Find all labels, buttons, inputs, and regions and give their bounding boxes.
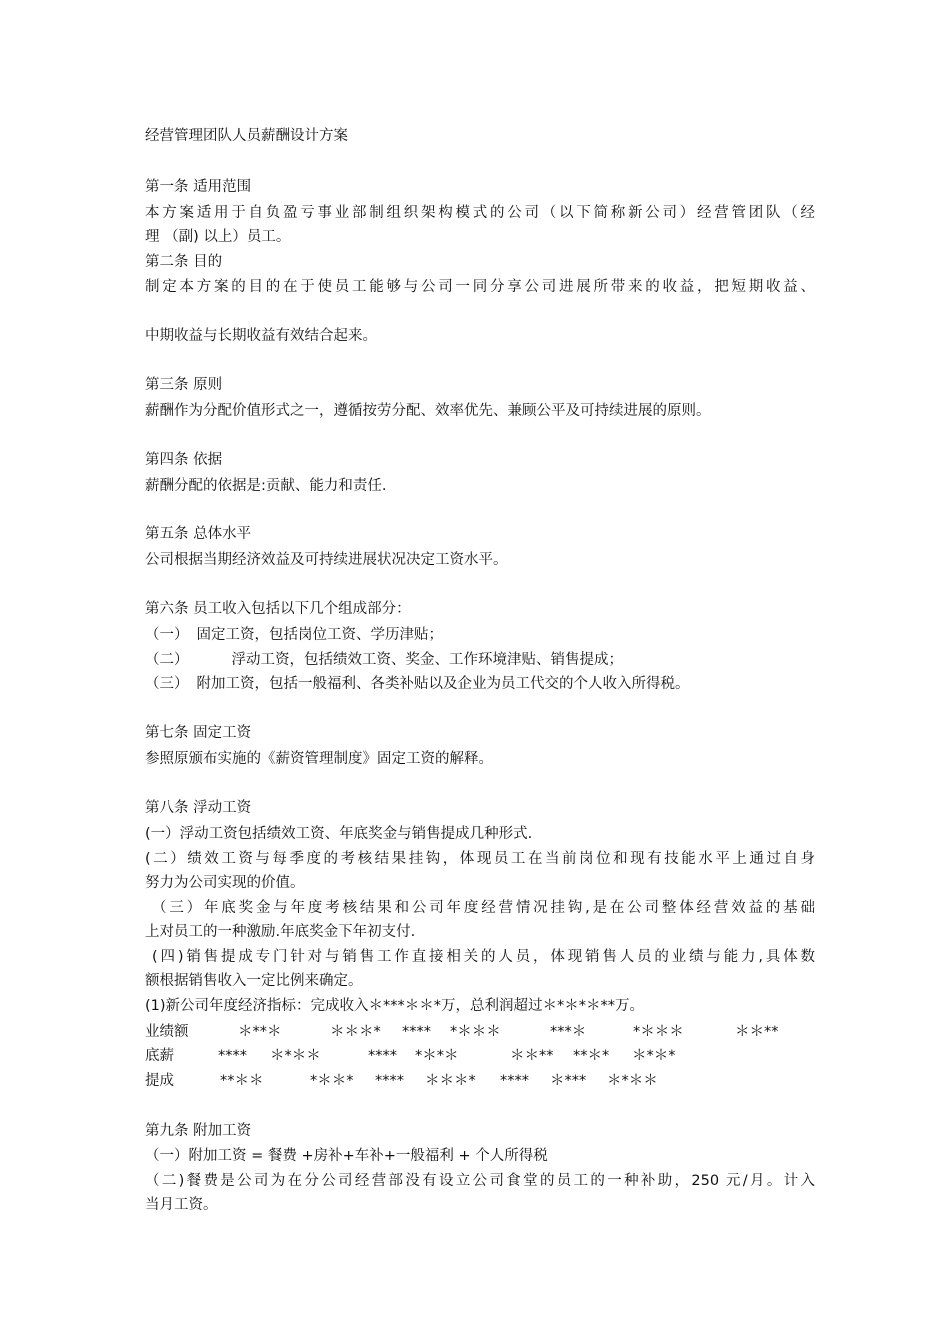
table-cell: **＊* bbox=[573, 1048, 610, 1064]
article-8-text: (一）浮动工资包括绩效工资、年底奖金与销售提成几种形式. bbox=[145, 826, 533, 842]
table-cell: *＊*＊ bbox=[415, 1048, 459, 1064]
document-title: 经营管理团队人员薪酬设计方案 bbox=[145, 128, 348, 144]
article-5-text: 公司根据当期经济效益及可持续进展状况决定工资水平。 bbox=[145, 552, 508, 568]
article-9-text: （二)餐费是公司为在分公司经营部没有设立公司食堂的员工的一种补助，250 元/月。计入 bbox=[145, 1173, 815, 1189]
table-row bbox=[145, 1046, 815, 1066]
article-3-text: 薪酬作为分配价值形式之一，遵循按劳分配、效率优先、兼顾公平及可持续进展的原则。 bbox=[145, 403, 711, 419]
article-8-text: 努力为公司实现的价值。 bbox=[145, 875, 305, 891]
article-1-text: 本方案适用于自负盈亏事业部制组织架构模式的公司（以下简称新公司）经营管团队（经 bbox=[145, 205, 815, 221]
list-item-number: （一） bbox=[145, 627, 189, 643]
article-1-text: 理 （副) 以上）员工。 bbox=[145, 229, 291, 245]
table-cell: *＊＊＊ bbox=[633, 1024, 684, 1040]
article-8-heading: 第八条 浮动工资 bbox=[145, 800, 252, 816]
list-item bbox=[145, 625, 815, 645]
article-8-text: (1)新公司年度经济指标：完成收入＊***＊＊*万，总利润超过＊*＊*＊**万。 bbox=[145, 998, 645, 1014]
row-label: 业绩额 bbox=[145, 1024, 189, 1040]
article-8-text: 额根据销售收入一定比例来确定。 bbox=[145, 973, 363, 989]
article-4-text: 薪酬分配的依据是:贡献、能力和责任. bbox=[145, 478, 387, 494]
table-cell: ＊*＊* bbox=[632, 1048, 676, 1064]
list-item-number: （二） bbox=[145, 652, 189, 668]
article-9-text: 当月工资。 bbox=[145, 1197, 218, 1213]
list-item bbox=[145, 674, 815, 694]
list-item bbox=[145, 650, 815, 670]
article-8-text: （三）年底奖金与年度考核结果和公司年度经营情况挂钩,是在公司整体经营效益的基础 bbox=[152, 900, 815, 916]
article-7-heading: 第七条 固定工资 bbox=[145, 725, 252, 741]
article-7-text: 参照原颁布实施的《薪资管理制度》固定工资的解释。 bbox=[145, 751, 493, 767]
table-cell: **** bbox=[375, 1073, 404, 1089]
article-9-heading: 第九条 附加工资 bbox=[145, 1123, 252, 1139]
list-item-text: 浮动工资，包括绩效工资、奖金、工作环境津贴、销售提成； bbox=[231, 652, 623, 668]
table-cell: **** bbox=[218, 1048, 247, 1064]
article-2-text: 中期收益与长期收益有效结合起来。 bbox=[145, 328, 377, 344]
table-cell: *＊＊＊ bbox=[450, 1024, 501, 1040]
table-cell: ＊＊＊* bbox=[425, 1073, 476, 1089]
table-row bbox=[145, 1022, 815, 1042]
table-cell: **** bbox=[402, 1024, 431, 1040]
article-8-text: 上对员工的一种激励.年底奖金下年初支付. bbox=[145, 924, 416, 940]
row-label: 底薪 bbox=[145, 1048, 174, 1064]
table-cell: **＊＊ bbox=[220, 1073, 264, 1089]
table-cell: ＊*** bbox=[550, 1073, 587, 1089]
article-8-text: (四)销售提成专门针对与销售工作直接相关的人员，体现销售人员的业绩与能力,具体数 bbox=[152, 949, 815, 965]
table-cell: ***＊ bbox=[550, 1024, 587, 1040]
article-8-text: (二）绩效工资与每季度的考核结果挂钩，体现员工在当前岗位和现有技能水平上通过自身 bbox=[145, 851, 815, 867]
article-9-text: （一）附加工资 = 餐费 +房补+车补+一般福利 + 个人所得税 bbox=[145, 1148, 548, 1164]
article-6-heading: 第六条 员工收入包括以下几个组成部分： bbox=[145, 601, 411, 617]
article-2-heading: 第二条 目的 bbox=[145, 254, 223, 270]
list-item-text: 附加工资，包括一般福利、各类补贴以及企业为员工代交的个人收入所得税。 bbox=[196, 676, 690, 692]
table-cell: ＊**＊ bbox=[238, 1024, 282, 1040]
article-1-heading: 第一条 适用范围 bbox=[145, 179, 252, 195]
table-cell: **** bbox=[500, 1073, 529, 1089]
table-cell: ＊＊** bbox=[735, 1024, 779, 1040]
article-3-heading: 第三条 原则 bbox=[145, 377, 223, 393]
article-4-heading: 第四条 依据 bbox=[145, 452, 223, 468]
list-item-text: 固定工资，包括岗位工资、学历津贴； bbox=[196, 627, 443, 643]
row-label: 提成 bbox=[145, 1073, 174, 1089]
article-2-text: 制定本方案的目的在于使员工能够与公司一同分享公司进展所带来的收益，把短期收益、 bbox=[145, 279, 815, 295]
table-cell: ＊*＊＊ bbox=[607, 1073, 658, 1089]
table-cell: ＊＊＊* bbox=[330, 1024, 381, 1040]
table-row bbox=[145, 1071, 815, 1091]
list-item-number: （三） bbox=[145, 676, 189, 692]
table-cell: *＊＊* bbox=[310, 1073, 354, 1089]
article-5-heading: 第五条 总体水平 bbox=[145, 526, 252, 542]
table-cell: ＊*＊＊ bbox=[270, 1048, 321, 1064]
table-cell: ＊＊** bbox=[510, 1048, 554, 1064]
table-cell: **** bbox=[368, 1048, 397, 1064]
